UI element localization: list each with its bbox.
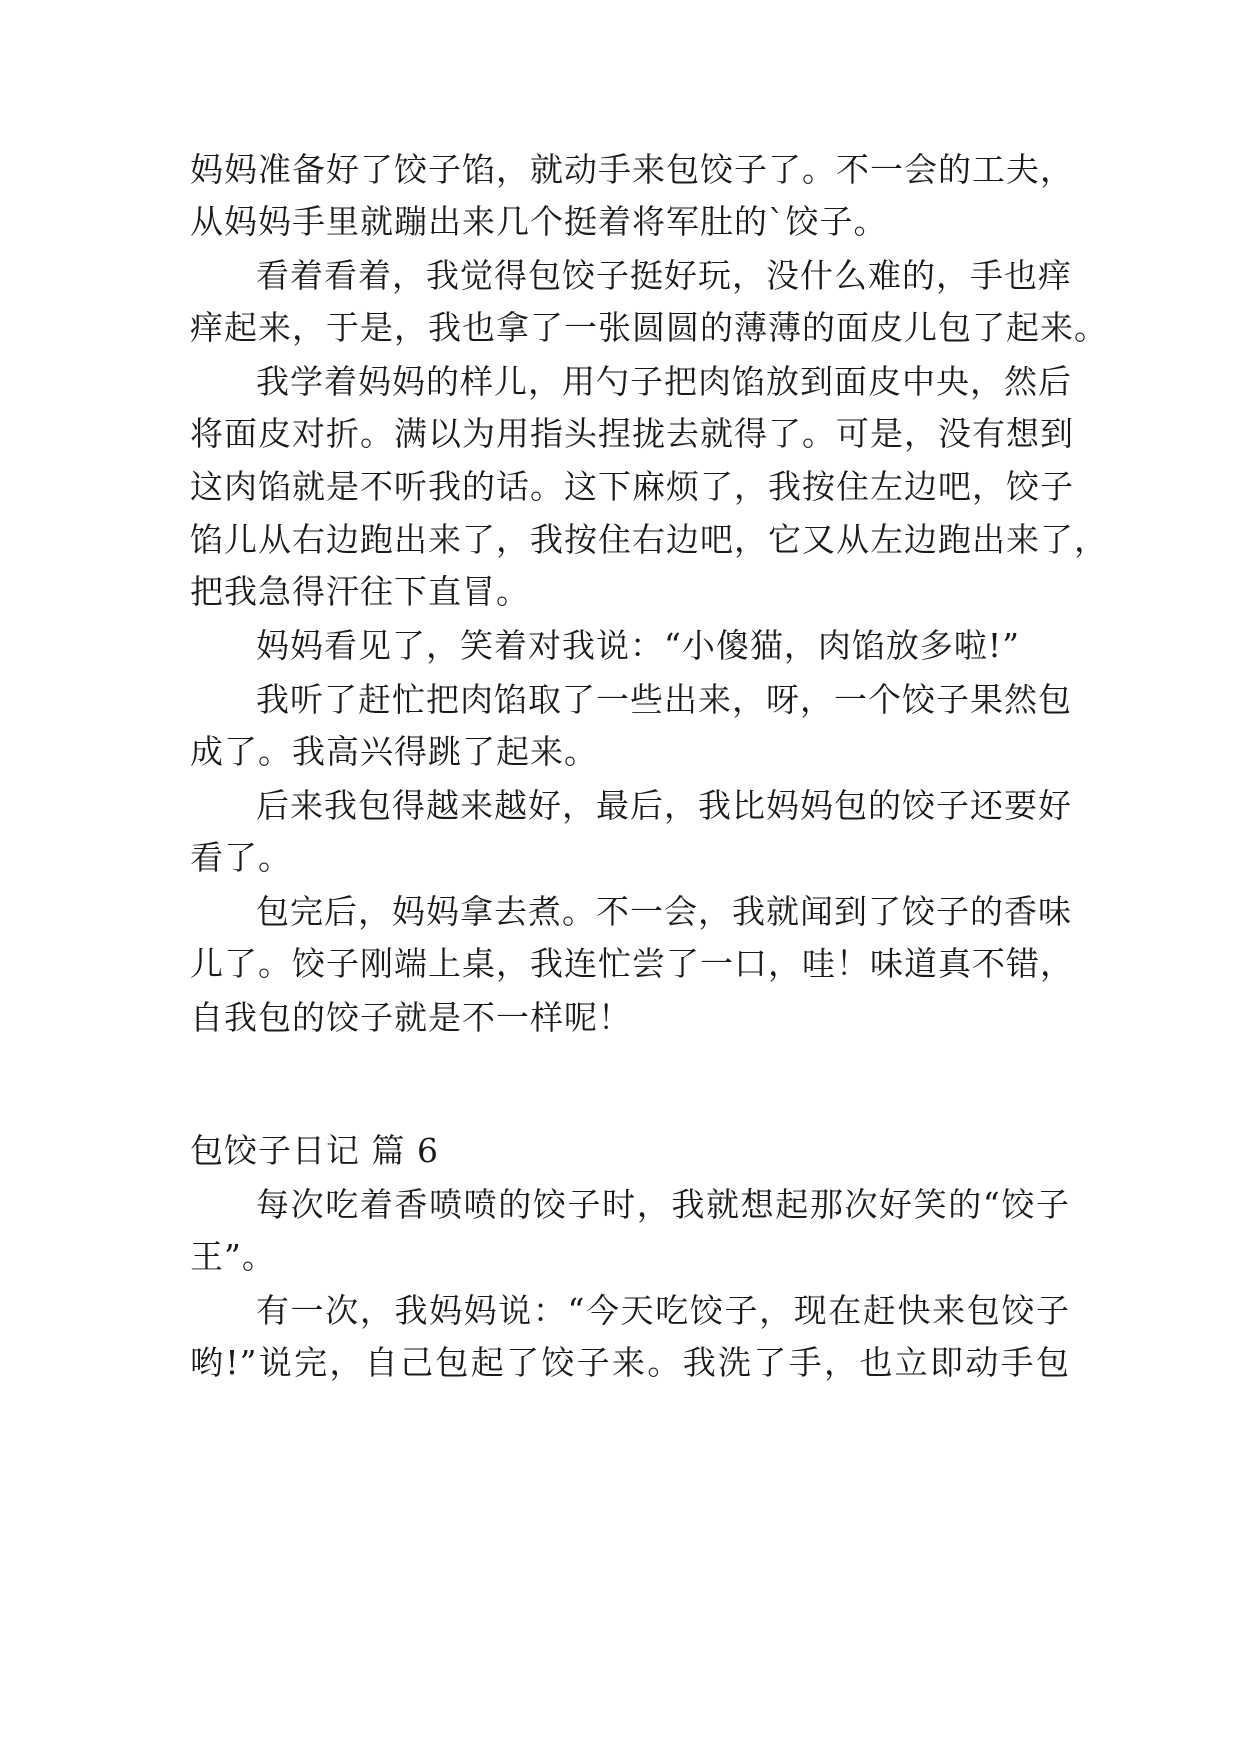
body-line-4: 痒起来，于是，我也拿了一张圆圆的薄薄的面皮儿包了起来。 (190, 308, 1108, 347)
body-line-6: 将面皮对折。满以为用指头捏拢去就得了。可是，没有想到 (190, 414, 1074, 453)
body-line-12: 成了。我高兴得跳了起来。 (190, 732, 598, 771)
body-line-1: 妈妈准备好了饺子馅，就动手来包饺子了。不一会的工夫， (190, 150, 1074, 189)
body-line-8: 馅儿从右边跑出来了，我按住右边吧，它又从左边跑出来了， (190, 520, 1108, 559)
section-title: 包饺子日记 篇 6 (190, 1131, 439, 1170)
body-line-7: 这肉馅就是不听我的话。这下麻烦了，我按住左边吧，饺子 (190, 467, 1074, 506)
body-line-13: 后来我包得越来越好，最后，我比妈妈包的饺子还要好 (256, 786, 1072, 825)
body-line-19: 王”。 (190, 1237, 276, 1276)
body-line-21: 哟!”说完，自己包起了饺子来。我洗了手，也立即动手包 (190, 1343, 1070, 1382)
body-line-17: 自我包的饺子就是不一样呢！ (190, 998, 632, 1037)
body-line-5: 我学着妈妈的样儿，用勺子把肉馅放到面皮中央，然后 (256, 362, 1072, 401)
body-line-3: 看着看着，我觉得包饺子挺好玩，没什么难的，手也痒 (256, 256, 1072, 295)
body-line-15: 包完后，妈妈拿去煮。不一会，我就闻到了饺子的香味 (256, 892, 1072, 931)
body-line-14: 看了。 (190, 838, 292, 877)
body-line-2: 从妈妈手里就蹦出来几个挺着将军肚的`饺子。 (190, 202, 888, 241)
body-line-11: 我听了赶忙把肉馅取了一些出来，呀，一个饺子果然包 (256, 680, 1072, 719)
body-line-16: 儿了。饺子刚端上桌，我连忙尝了一口，哇！味道真不错， (190, 944, 1074, 983)
body-line-10: 妈妈看见了，笑着对我说：“小傻猫，肉馅放多啦!” (256, 626, 1021, 665)
body-line-20: 有一次，我妈妈说：“今天吃饺子，现在赶快来包饺子 (256, 1291, 1070, 1330)
body-line-18: 每次吃着香喷喷的饺子时，我就想起那次好笑的“饺子 (256, 1185, 1070, 1224)
body-line-9: 把我急得汗往下直冒。 (190, 572, 530, 611)
